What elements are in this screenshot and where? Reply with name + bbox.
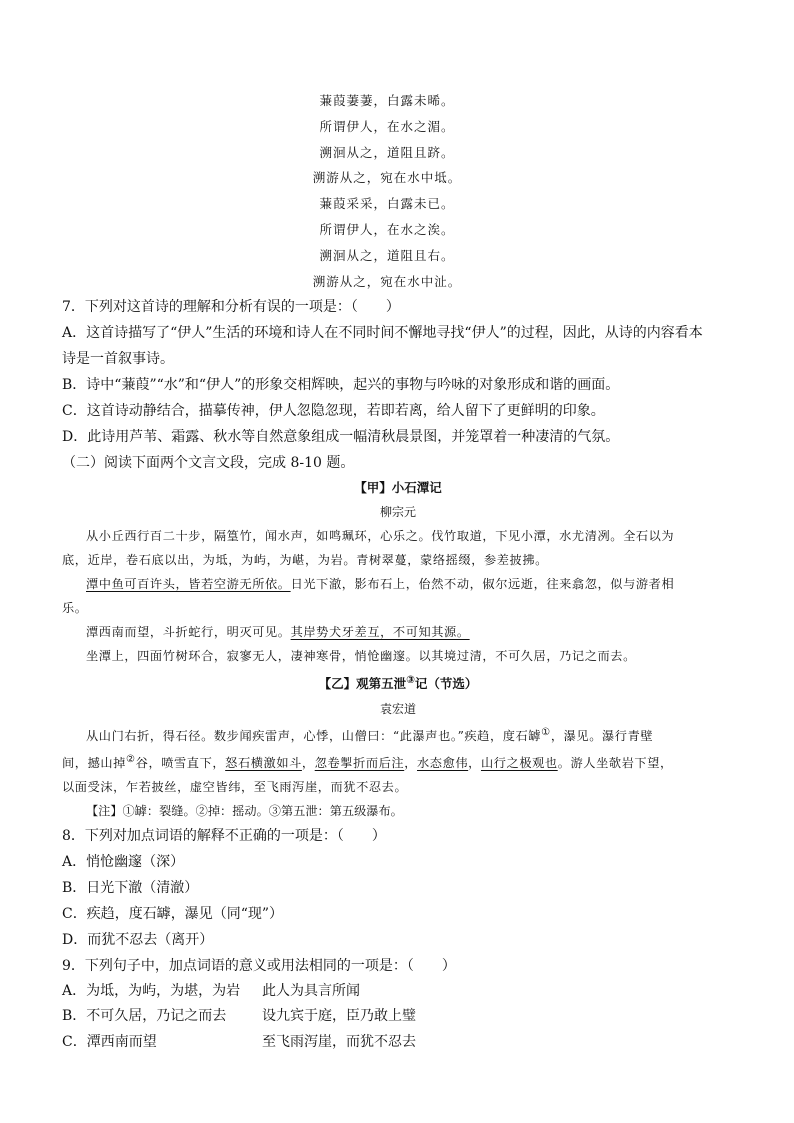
passage-jia xyxy=(62,476,734,668)
passage-jia-line: 潭中鱼可百许头，皆若空游无所依。日光下澈，影布石上，佁然不动，俶尔远逝，往来翕忽，似与游者相 xyxy=(86,577,675,592)
underlined-phrase: 怒石横激如斗 xyxy=(225,755,302,770)
passage-yi-author: 袁宏道 xyxy=(379,701,416,716)
poem-line: 溯游从之，宛在水中沚。 xyxy=(312,273,462,289)
question-9-option-c: C．潭西南而望 至飞雨泻崖，而犹不忍去 xyxy=(62,1033,416,1050)
question-9-option-a: A．为坻，为屿，为堪，为岩 此人为具言所闻 xyxy=(62,982,360,999)
question-8-option-a: A．悄怆幽邃（深） xyxy=(62,853,185,870)
poem-line: 蒹葭采采，白露未已。 xyxy=(319,196,455,212)
question-7 xyxy=(62,294,734,450)
question-9 xyxy=(62,953,734,1056)
passage-jia-line: 乐。 xyxy=(62,601,88,616)
passage-jia-author: 柳宗元 xyxy=(379,505,416,520)
exam-page xyxy=(62,88,734,1055)
question-8-option-d: D．而犹不忍去（离开） xyxy=(62,931,214,948)
passage-jia-title: 【甲】小石潭记 xyxy=(354,480,442,496)
underlined-phrase: 水态愈伟 xyxy=(417,755,469,770)
passage-yi-line: 以面受沫，乍若披丝，虚空皆纬，至飞雨泻崖，而犹不忍去。 xyxy=(62,779,408,794)
question-7-option-b: B．诗中“蒹葭”“水”和“伊人”的形象交相辉映，起兴的事物与吟咏的对象形成和谐的画面。 xyxy=(62,377,620,394)
question-7-stem: 7．下列对这首诗的理解和分析有误的一项是：（ ） xyxy=(62,299,400,316)
passage-yi-note: 【注】①罅：裂缝。②掉：摇动。③第五泄：第五级瀑布。 xyxy=(86,803,403,818)
poem-line: 所谓伊人，在水之湄。 xyxy=(319,118,455,134)
passage-jia-line: 潭西南而望，斗折蛇行，明灭可见。其岸势犬牙差互，不可知其源。 xyxy=(86,625,470,640)
passage-yi xyxy=(62,668,734,822)
underlined-phrase: 忽卷掣折而后注 xyxy=(314,755,405,770)
section-two-instruction: （二）阅读下面两个文言文段，完成 8-10 题。 xyxy=(62,455,355,472)
poem-line: 蒹葭萋萋，白露未晞。 xyxy=(319,93,455,108)
passage-yi-line: 从山门右折，得石径。数步闻疾雷声，心悸，山僧曰：“此瀑声也。”疾趋，度石罅①，瀑见。瀑行青壁 xyxy=(86,726,654,743)
question-7-option-d: D．此诗用芦苇、霜露、秋水等自然意象组成一幅清秋晨景图，并笼罩着一种凄清的气氛。 xyxy=(62,429,620,446)
passage-jia-line: 从小丘西行百二十步，隔篁竹，闻水声，如鸣珮环，心乐之。伐竹取道，下见小潭，水尤清冽。全石以为 xyxy=(86,529,675,544)
question-9-stem: 9．下列句子中，加点词语的意义或用法相同的一项是：（ ） xyxy=(62,957,456,974)
poem-line: 所谓伊人，在水之涘。 xyxy=(319,221,455,237)
question-8 xyxy=(62,823,734,953)
question-7-option-c: C．这首诗动静结合，描摹传神，伊人忽隐忽现，若即若离，给人留下了更鲜明的印象。 xyxy=(62,403,605,420)
question-9-option-b: B．不可久居，乃记之而去 设九宾于庭，臣乃敢上璧 xyxy=(62,1008,416,1025)
question-8-stem: 8．下列对加点词语的解释不正确的一项是：（ ） xyxy=(62,827,386,844)
passage-yi-title: 【乙】观第五泄③记（节选） xyxy=(318,674,478,692)
question-8-option-b: B．日光下澈（清澈） xyxy=(62,879,199,896)
passage-jia-line: 底，近岸，卷石底以出，为坻，为屿，为嵁，为岩。青树翠蔓，蒙络摇缀，参差披拂。 xyxy=(62,553,548,568)
question-7-option-a-cont: 诗是一首叙事诗。 xyxy=(62,351,174,368)
underlined-sentence: 潭中鱼可百许头，皆若空游无所依。 xyxy=(86,577,291,592)
poem-block xyxy=(62,88,734,294)
poem-line: 溯洄从之，道阻且右。 xyxy=(319,247,455,263)
underlined-sentence: 其岸势犬牙差互，不可知其源。 xyxy=(290,625,470,640)
poem-line: 溯游从之，宛在水中坻。 xyxy=(312,170,462,186)
passage-jia-line: 坐潭上，四面竹树环合，寂寥无人，凄神寒骨，悄怆幽邃。以其境过清，不可久居，乃记之而去。 xyxy=(86,649,636,664)
underlined-phrase: 山行之极观也 xyxy=(480,755,558,770)
question-7-option-a: A．这首诗描写了“伊人”生活的环境和诗人在不同时间不懈地寻找“伊人”的过程，因此，从诗的内容看本 xyxy=(62,325,703,342)
poem-line: 溯洄从之，道阻且跻。 xyxy=(319,144,455,160)
question-8-option-c: C．疾趋，度石罅，瀑见（同“现”） xyxy=(62,905,284,922)
passage-yi-line: 间，撼山掉②谷，喷雪直下，怒石横激如斗，忽卷掣折而后注，水态愈伟，山行之极观也。游人坐欹岩下望， xyxy=(62,753,673,770)
